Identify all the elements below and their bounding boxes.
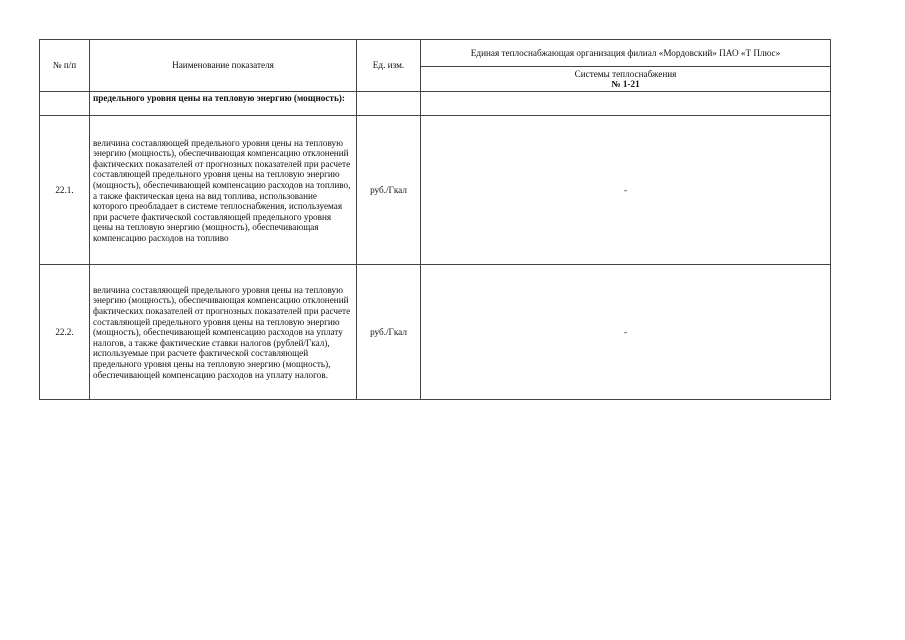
row-unit: руб./Гкал (357, 265, 421, 400)
row-description-text: величина составляющей предельного уровня цены на тепловую энергию (мощность), обеспечивающая компенсацию отклонений фактических показателей от прогнозных показателей при расчете составляющей предельного уровня цены на тепловую энергию (мощность), обеспечивающей компенсацию расходов на уплату налогов, а также фактические ставки налогов (рублей/Гкал), используемые при расчете фактической составляющей предельного уровня цены на тепловую энергию (мощность), обеспечивающей компенсацию расходов на уплату налогов. (93, 284, 351, 380)
table-row (40, 116, 831, 265)
continuation-unit-cell (357, 92, 421, 116)
row-number: 22.1. (40, 116, 90, 265)
header-name: Наименование показателя (90, 40, 357, 92)
continuation-value-cell (421, 92, 831, 116)
row-value: - (421, 265, 831, 400)
header-num: № п/п (40, 40, 90, 92)
row-unit: руб./Гкал (357, 116, 421, 265)
table-row (40, 265, 831, 400)
row-description (90, 265, 357, 400)
systems-number: № 1-21 (611, 79, 640, 89)
row-number: 22.2. (40, 265, 90, 400)
header-row (40, 40, 831, 67)
header-unit: Ед. изм. (357, 40, 421, 92)
row-description-text: величина составляющей предельного уровня цены на тепловую энергию (мощность), обеспечивающая компенсацию отклонений фактических показателей от прогнозных показателей при расчете составляющей предельного уровня цены на тепловую энергию (мощность), обеспечивающей компенсацию расходов на топливо, а также фактическая цена на вид топлива, использование которого преобладает в системе теплоснабжения, используемая при расчете фактической составляющей предельного уровня цены на тепловую энергию (мощность), обеспечивающая компенсацию расходов на топливо (93, 137, 351, 243)
continuation-text: предельного уровня цены на тепловую энергию (мощность): (90, 92, 357, 116)
indicator-table (39, 39, 831, 400)
header-systems (421, 67, 831, 92)
systems-label: Системы теплоснабжения (574, 69, 677, 79)
row-description (90, 116, 357, 265)
header-organization: Единая теплоснабжающая организация филиал «Мордовский» ПАО «Т Плюс» (421, 40, 831, 67)
row-value: - (421, 116, 831, 265)
continuation-num-cell (40, 92, 90, 116)
continuation-row (40, 92, 831, 116)
